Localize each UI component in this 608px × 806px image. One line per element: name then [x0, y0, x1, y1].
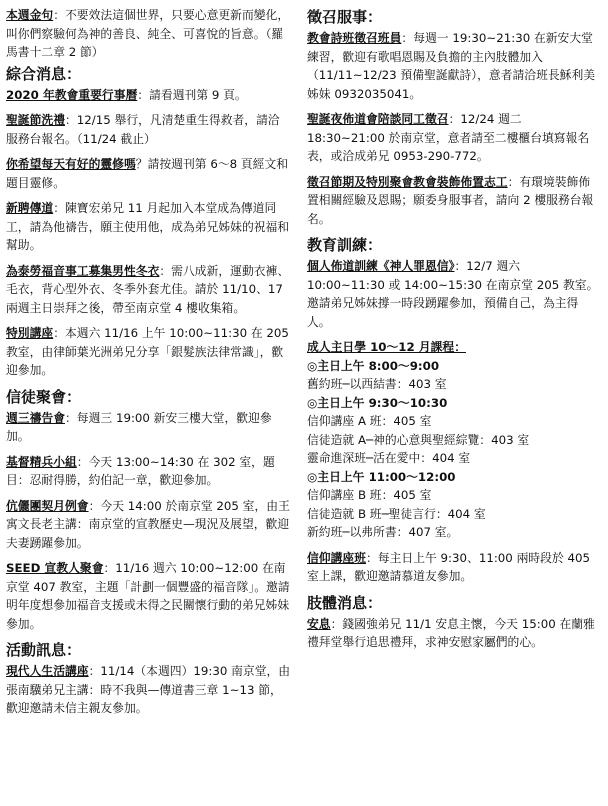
- sunday-school-time-slot: ◎主日上午 8:00～9:00: [307, 358, 440, 373]
- recruit-item-christmas: 聖誕夜佈道會陪談同工徵召：12/24 週二 18:30~21:00 於南京堂，意者請至二樓櫃台填寫報名表，或洽成弟兄 0953-290-772。: [307, 112, 590, 163]
- news-item-new-preacher: 新聘傳道：陳寶宏弟兄 11 月起加入本堂成為傳道同工，請為他禱告，願主使用他，成為弟兄姊妹的祝福和幫助。: [6, 201, 290, 252]
- weekly-verse-text: ：不要效法這個世界，只要心意更新而變化，叫你們察驗何為神的善良、純全、可喜悅的旨意。（羅馬書十二章 2 節）: [6, 8, 290, 59]
- sunday-school-list: [307, 357, 600, 542]
- sunday-school-time-slot: ◎主日上午 9:30～10:30: [307, 395, 448, 410]
- sunday-school-class: 舊約班─以西結書：403 室: [307, 377, 447, 391]
- news-item-devotion: 你希望每天有好的靈修嗎？請按週刊第 6～8 頁經文和題目靈修。: [6, 157, 289, 190]
- recruit-item-choir: 教會詩班徵召班員：每週一 19:30~21:30 在新安大堂練習，歡迎有歌唱恩賜及負擔的主內肢體加入（11/11~12/23 預備聖誕獻詩），意者請洽班長穌利美姊妹 0932035041。: [307, 31, 596, 101]
- sunday-school-class: 信徒造就 B 班─聖徒言行：404 室: [307, 506, 486, 521]
- training-item-faith: 信仰講座班：每主日上午 9:30、11:00 兩時段於 405 室上課，歡迎邀請慕道友參加。: [307, 550, 591, 583]
- news-item-baptism: 聖誕節洗禮：12/15 舉行，凡清楚重生得救者，請洽服務台報名。（11/24 截止）: [6, 113, 280, 146]
- body-news-item-rest: 安息：錢國強弟兄 11/1 安息主懷，今天 15:00 在蘭雅禮拜堂舉行追思禮拜，求神安慰家屬們的心。: [307, 616, 595, 649]
- body-news-heading: 肢體消息：: [307, 593, 383, 612]
- right-column: [299, 6, 600, 806]
- fellowship-item-prayer: 週三禱告會：每週三 19:00 新安三樓大堂，歡迎參加。: [6, 410, 272, 443]
- fellowship-heading: 信徒聚會：: [6, 387, 82, 406]
- weekly-verse: [6, 6, 291, 62]
- news-item-winter-clothes: 為泰勞福音事工募集男性冬衣：需八成新，運動衣褲、毛衣，背心型外衣、冬季外套尤佳。請於 11/10、17 兩週主日崇拜之後，帶至南京堂 4 樓收集箱。: [6, 263, 290, 315]
- general-news-heading: 綜合消息：: [6, 64, 82, 83]
- sunday-school-class: 新約班─以弗所書：407 室。: [307, 525, 459, 539]
- recruit-heading: 徵召服事：: [307, 8, 383, 26]
- sunday-school-title: 成人主日學 10～12 月課程：: [307, 340, 467, 354]
- sunday-school-time-slot: ◎主日上午 11:00～12:00: [307, 469, 456, 484]
- sunday-school-class: 信仰講座 A 班：405 室: [307, 414, 432, 428]
- training-heading: 教育訓練：: [307, 236, 383, 254]
- activity-item-lecture: 現代人生活講座：11/14（本週四）19:30 南京堂，由張南驥弟兄主講：時不我與—傳道書三章 1~13 節，歡迎邀請未信主親友參加。: [6, 664, 291, 715]
- training-item-evangelism: 個人佈道訓練《神人罪恩信》：12/7 週六 10:00~11:30 或 14:00~15:30 在南京堂 205 教室。邀請弟兄姊妹撐一時段踴躍參加，預備自己，為主得人。: [307, 259, 599, 329]
- sunday-school-class: 信仰講座 B 班：405 室: [307, 488, 432, 502]
- left-column: [6, 6, 299, 806]
- news-item-calendar: 2020 年教會重要行事曆：請看週刊第 9 頁。: [6, 87, 247, 102]
- fellowship-item-seed: SEED 宣教人聚會：11/16 週六 10:00~12:00 在南京堂 407 教室，主題「計劃一個豐盛的福音隊」。邀請明年度想參加福音支援或未得之民關懷行動的弟兄姊妹參加。: [6, 561, 290, 631]
- sunday-school-class: 靈命進深班─活在愛中：404 室: [307, 451, 471, 465]
- sunday-school-class: 信徒造就 A─神的心意與聖經綜覽：403 室: [307, 432, 530, 447]
- news-item-special-lecture: 特別講座：本週六 11/16 上午 10:00~11:30 在 205 教室，由律師葉光洲弟兄分享「銀髮族法律常識」，歡迎參加。: [6, 326, 289, 377]
- activities-heading: 活動訊息：: [6, 641, 82, 659]
- weekly-verse-label: 本週金句: [6, 8, 54, 22]
- fellowship-item-soldiers: 基督精兵小組：今天 13:00~14:30 在 302 室，題目：忍耐得勝，約伯記一章，歡迎參加。: [6, 454, 275, 487]
- recruit-item-decoration: 徵召節期及特別聚會教會裝飾佈置志工：有環境裝飾佈置相關經驗及恩賜；願委身服事者，請向 2 樓服務台報名。: [307, 174, 594, 226]
- fellowship-item-couples: 伉儷團契月例會：今天 14:00 於南京堂 205 室，由王寓文長老主講：南京堂的宣教歷史—現況及展望，歡迎夫妻踴躍參加。: [6, 498, 290, 550]
